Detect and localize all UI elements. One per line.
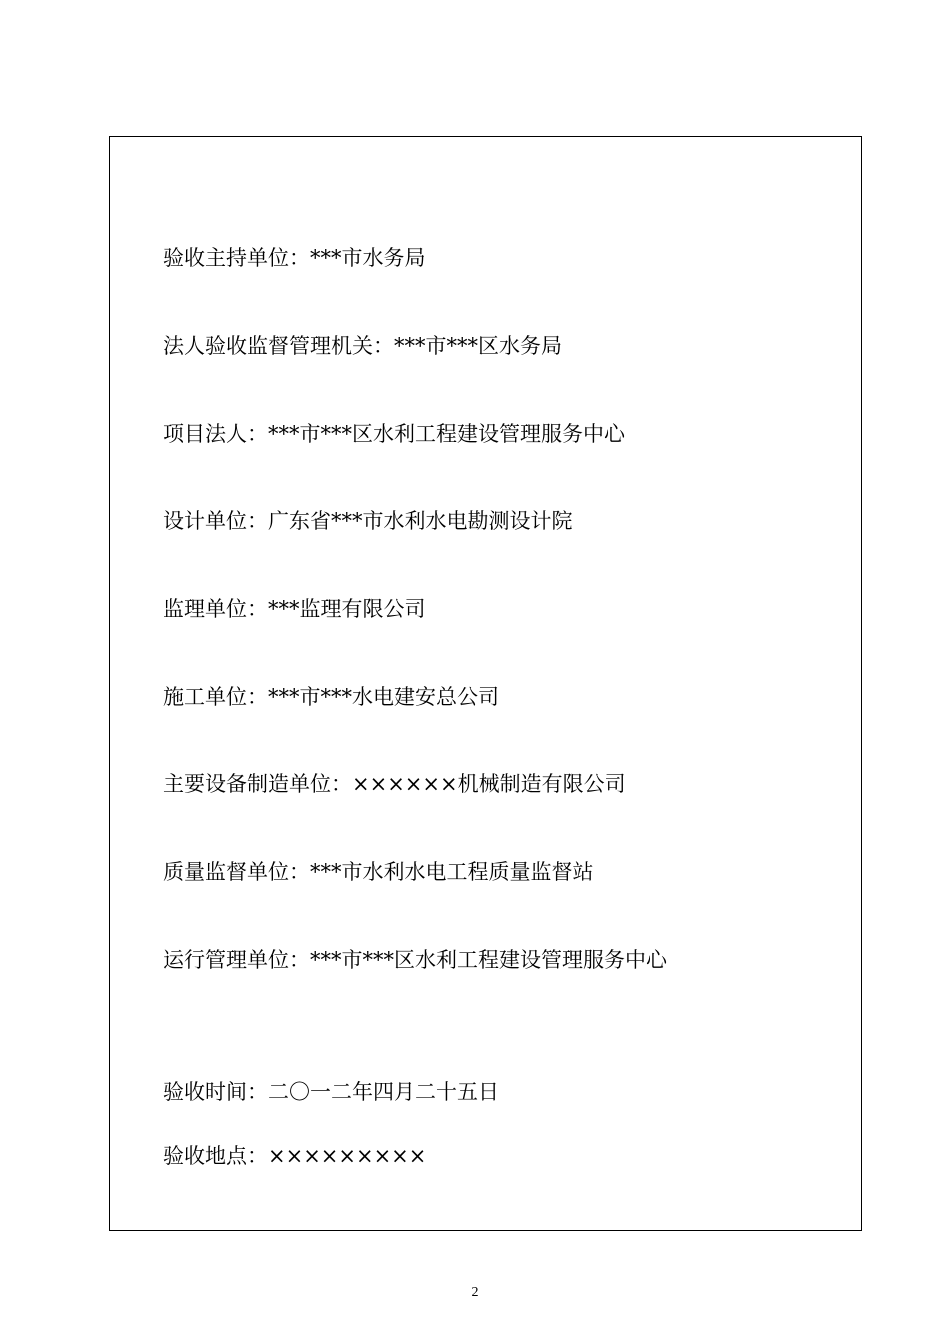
field-label: 验收时间： (163, 1080, 268, 1104)
field-label: 法人验收监督管理机关： (163, 334, 394, 358)
field-value: ***市***水电建安总公司 (268, 685, 499, 709)
field-project-legal-entity (163, 421, 625, 447)
field-label: 主要设备制造单位： (163, 772, 352, 796)
field-construction-unit (163, 684, 499, 710)
field-value: ***市水务局 (310, 246, 426, 270)
field-label: 施工单位： (163, 685, 268, 709)
field-acceptance-host-unit (163, 245, 426, 271)
field-label: 质量监督单位： (163, 860, 310, 884)
field-equipment-manufacturer (163, 771, 626, 797)
page-number: 2 (471, 1285, 479, 1300)
field-value: ***市***区水利工程建设管理服务中心 (268, 422, 625, 446)
field-label: 设计单位： (163, 509, 268, 533)
field-label: 运行管理单位： (163, 948, 310, 972)
field-value: 二〇一二年四月二十五日 (268, 1080, 499, 1104)
field-supervision-unit (163, 596, 426, 622)
field-value: ***市***区水务局 (394, 334, 562, 358)
field-acceptance-time (163, 1079, 499, 1105)
field-quality-supervision-unit (163, 859, 594, 885)
field-design-unit (163, 508, 573, 534)
field-operation-management-unit (163, 947, 667, 973)
field-label: 验收地点： (163, 1144, 268, 1168)
field-value: ***监理有限公司 (268, 597, 426, 621)
field-label: 监理单位： (163, 597, 268, 621)
field-value: 广东省***市水利水电勘测设计院 (268, 509, 573, 533)
field-value: ***市***区水利工程建设管理服务中心 (310, 948, 667, 972)
field-value: ***市水利水电工程质量监督站 (310, 860, 594, 884)
field-value: ××××××××× (268, 1144, 427, 1168)
field-supervising-authority (163, 333, 562, 359)
field-label: 验收主持单位： (163, 246, 310, 270)
field-label: 项目法人： (163, 422, 268, 446)
field-acceptance-location (163, 1143, 426, 1169)
field-value: ××××××机械制造有限公司 (352, 772, 626, 796)
